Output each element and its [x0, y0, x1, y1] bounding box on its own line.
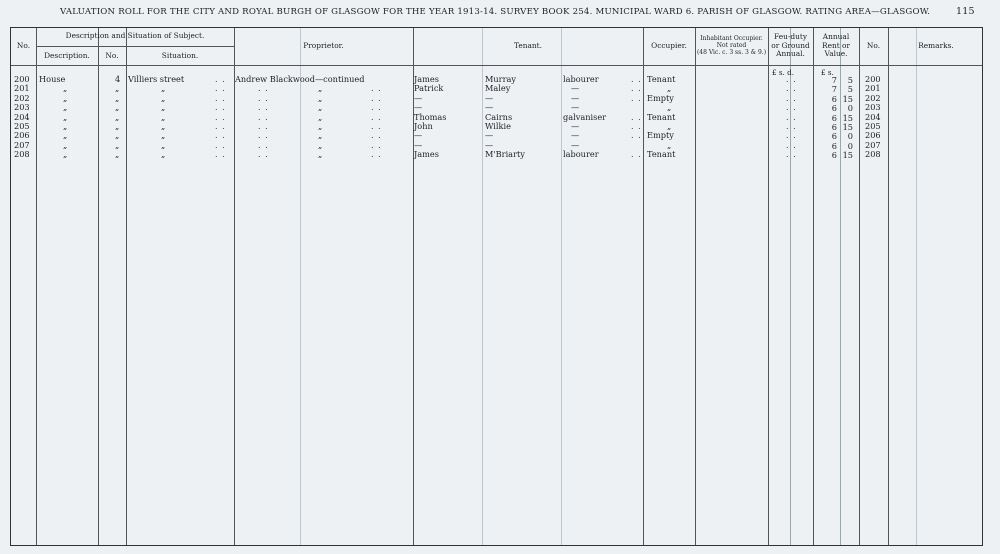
row-tenant-dots: . .: [631, 122, 642, 131]
header-bottom-rule: [11, 65, 982, 66]
header-proprietor: Proprietor.: [303, 41, 344, 50]
header-inhabitant-line-2: Not rated: [716, 42, 747, 49]
row-feu-dots: . .: [786, 140, 797, 150]
row-occupier: Tenant: [647, 149, 676, 160]
row-tenant-occupation: labourer: [563, 149, 599, 160]
row-rent-pounds: 7: [831, 75, 837, 85]
row-description: „: [63, 111, 68, 122]
row-proprietor-dots-end: . .: [371, 84, 382, 94]
row-tenant-last: M'Briarty: [485, 149, 525, 160]
rule-after-no-right: [888, 28, 889, 545]
header-no: No.: [16, 41, 31, 50]
header-description-group: Description and Situation of Subject.: [65, 31, 205, 40]
row-proprietor-dots: . .: [258, 84, 269, 94]
row-tenant-first: —: [414, 130, 423, 141]
row-proprietor-dots-end: . .: [371, 103, 382, 113]
row-rent-shillings: 0: [847, 131, 853, 142]
row-situation-dots: . .: [215, 122, 226, 131]
row-proprietor-dots: . .: [258, 112, 269, 122]
description-group-rule: [36, 46, 234, 47]
row-no: 203: [14, 102, 30, 113]
row-proprietor-dots-end: . .: [371, 150, 382, 160]
row-situation: „: [161, 83, 166, 94]
header-rent-line-3: Value.: [824, 49, 848, 59]
row-feu-dots: . .: [786, 112, 797, 122]
row-tenant-first: James: [414, 74, 439, 84]
header-situation: Situation.: [161, 51, 199, 60]
row-rent-pounds: 6: [831, 103, 837, 114]
row-tenant-occupation: —: [571, 83, 580, 94]
row-no-right: 208: [865, 149, 881, 160]
row-tenant-first: —: [414, 139, 423, 150]
row-rent-pounds: 6: [831, 93, 837, 104]
row-tenant-last: —: [485, 92, 494, 103]
row-rent-pounds: 6: [831, 122, 837, 132]
header-no-right: No.: [866, 41, 881, 50]
row-situation-dots: . .: [215, 93, 226, 103]
rule-after-description: [98, 28, 99, 545]
row-rent-shillings: 15: [842, 150, 853, 161]
row-no-right: 206: [865, 130, 881, 141]
row-proprietor-dots-end: . .: [371, 140, 382, 150]
header-feu-duty: [768, 33, 813, 59]
row-tenant-last: —: [485, 139, 494, 150]
row-number: „: [115, 102, 120, 113]
row-feu-dots: . .: [786, 75, 797, 84]
row-number: „: [115, 130, 120, 141]
row-no: 201: [14, 83, 30, 94]
row-rent-shillings: 15: [842, 122, 853, 132]
row-tenant-occupation: galvaniser: [563, 111, 607, 122]
row-tenant-first: James: [414, 149, 439, 160]
row-situation-dots: . .: [215, 150, 226, 160]
row-tenant-last: —: [485, 102, 494, 113]
row-description: „: [63, 121, 68, 131]
row-rent-shillings: 15: [842, 93, 853, 104]
row-occupier: „: [667, 121, 672, 131]
row-description: „: [63, 149, 68, 160]
row-tenant-last: Murray: [485, 74, 516, 84]
row-no-right: 204: [865, 111, 881, 122]
row-tenant-occupation: —: [571, 102, 580, 113]
row-no: 205: [14, 121, 30, 131]
row-proprietor-dots: . .: [258, 93, 269, 103]
row-situation-dots: . .: [215, 103, 226, 113]
row-proprietor-dots: . .: [258, 103, 269, 113]
row-proprietor: Andrew Blackwood—continued: [235, 74, 365, 84]
header-tenant: Tenant.: [514, 41, 542, 50]
row-occupier: „: [667, 139, 672, 150]
rule-after-inhabitant: [768, 28, 769, 545]
row-number: „: [115, 111, 120, 122]
row-no: 200: [14, 74, 30, 84]
row-proprietor-dots: . .: [258, 150, 269, 160]
row-proprietor-dots-end: . .: [371, 131, 382, 141]
row-number: „: [115, 149, 120, 160]
row-situation: „: [161, 92, 166, 103]
row-feu-dots: . .: [786, 150, 797, 160]
row-tenant-occupation: —: [571, 121, 580, 131]
rule-proprietor-inner: [300, 28, 301, 545]
header-remarks: Remarks.: [918, 41, 954, 50]
row-tenant-dots: . .: [631, 75, 642, 84]
header-feu-line-3: Annual.: [776, 49, 805, 59]
row-no-right: 201: [865, 83, 881, 94]
header-description: Description.: [44, 51, 90, 60]
row-situation: „: [161, 139, 166, 150]
row-no-right: 207: [865, 139, 881, 150]
row-tenant-occupation: —: [571, 130, 580, 141]
row-tenant-dots: . .: [631, 131, 642, 141]
row-no: 206: [14, 130, 30, 141]
row-rent-shillings: 5: [847, 75, 853, 85]
row-tenant-first: John: [414, 121, 433, 131]
rule-after-rent: [859, 28, 860, 545]
row-proprietor-dots: . .: [258, 140, 269, 150]
row-occupier: „: [667, 102, 672, 113]
row-number: 4: [115, 74, 121, 84]
row-proprietor-ditto: „: [318, 83, 323, 94]
row-occupier: Tenant: [647, 74, 676, 84]
row-number: „: [115, 83, 120, 94]
row-situation: „: [161, 121, 166, 131]
row-description: „: [63, 102, 68, 113]
row-situation: „: [161, 111, 166, 122]
rule-after-occupier: [695, 28, 696, 545]
header-rent-line-2: Rent or: [822, 40, 850, 50]
row-proprietor-ditto: „: [318, 92, 323, 103]
row-situation-dots: . .: [215, 131, 226, 141]
row-situation-dots: . .: [215, 84, 226, 94]
row-number: „: [115, 92, 120, 103]
row-no-right: 205: [865, 121, 881, 131]
row-tenant-occupation: labourer: [563, 74, 599, 84]
row-tenant-occupation: —: [571, 92, 580, 103]
header-occupier: Occupier.: [651, 41, 687, 50]
row-proprietor-ditto: „: [318, 130, 323, 141]
header-inhabitant-line-1: Inhabitant Occupier.: [700, 35, 763, 42]
row-situation: „: [161, 149, 166, 160]
rule-remarks-inner: [916, 28, 917, 545]
row-tenant-first: —: [414, 102, 423, 113]
row-tenant-last: Cairns: [485, 111, 513, 122]
row-occupier: Empty: [647, 130, 674, 141]
row-description: „: [63, 83, 68, 94]
row-occupier: Empty: [647, 92, 674, 103]
page-number: 115: [956, 6, 975, 17]
rent-units: £ s.: [821, 68, 834, 77]
row-proprietor-dots-end: . .: [371, 112, 382, 122]
header-rent-line-1: Annual: [822, 32, 850, 41]
row-proprietor-ditto: „: [318, 139, 323, 150]
row-rent-pounds: 6: [831, 140, 837, 151]
rule-after-situation: [234, 28, 235, 545]
row-proprietor-dots: . .: [258, 122, 269, 131]
row-tenant-last: Maley: [485, 83, 511, 94]
row-proprietor-dots-end: . .: [371, 93, 382, 103]
rule-after-tenant: [643, 28, 644, 545]
row-rent-shillings: 0: [847, 140, 853, 151]
rule-after-number: [126, 28, 127, 545]
row-no: 202: [14, 92, 30, 103]
row-no: 208: [14, 149, 30, 160]
rule-after-feu: [813, 28, 814, 545]
row-tenant-last: —: [485, 130, 494, 141]
row-description: „: [63, 92, 68, 103]
row-situation: Villiers street: [128, 74, 185, 84]
row-situation-dots: . .: [215, 140, 226, 150]
row-no-right: 202: [865, 92, 881, 103]
row-tenant-occupation: —: [571, 139, 580, 150]
row-rent-pounds: 6: [831, 150, 837, 161]
running-head: [0, 5, 1000, 21]
rule-after-no: [36, 28, 37, 545]
row-tenant-first: —: [414, 92, 423, 103]
row-tenant-first: Thomas: [414, 111, 447, 122]
roll-table: [10, 27, 983, 546]
row-occupier: Tenant: [647, 111, 676, 122]
row-proprietor-ditto: „: [318, 111, 323, 122]
row-tenant-dots: . .: [631, 150, 642, 160]
row-situation: „: [161, 130, 166, 141]
row-proprietor-ditto: „: [318, 102, 323, 113]
row-feu-dots: . .: [786, 93, 797, 103]
row-tenant-dots: . .: [631, 112, 642, 122]
row-feu-dots: . .: [786, 84, 797, 94]
row-tenant-dots: . .: [631, 84, 642, 94]
header-annual-rent: [813, 33, 859, 59]
row-no-right: 200: [865, 74, 881, 84]
row-situation-dots: . .: [215, 75, 226, 84]
row-proprietor-dots-end: . .: [371, 122, 382, 131]
row-occupier: „: [667, 83, 672, 94]
row-rent-shillings: 5: [847, 84, 853, 95]
header-feu-line-1: Feu-duty: [774, 32, 807, 41]
row-number: „: [115, 139, 120, 150]
row-rent-shillings: 15: [842, 112, 853, 123]
row-proprietor-ditto: „: [318, 121, 323, 131]
row-tenant-first: Patrick: [414, 83, 444, 94]
header-number: No.: [105, 51, 119, 60]
row-rent-shillings: 0: [847, 103, 853, 114]
row-rent-pounds: 6: [831, 131, 837, 142]
row-number: „: [115, 121, 120, 131]
row-no: 204: [14, 111, 30, 122]
row-description: House: [39, 74, 66, 84]
rule-tenant-inner-2: [561, 28, 562, 545]
row-proprietor-dots: . .: [258, 131, 269, 141]
row-feu-dots: . .: [786, 131, 797, 141]
row-description: „: [63, 130, 68, 141]
row-proprietor-ditto: „: [318, 149, 323, 160]
row-rent-pounds: 6: [831, 112, 837, 123]
header-inhabitant-line-3: (48 Vic. c. 3 ss. 3 & 9.): [696, 49, 767, 56]
row-no-right: 203: [865, 102, 881, 113]
rule-tenant-inner-1: [482, 28, 483, 545]
row-tenant-last: Wilkie: [485, 121, 511, 131]
row-description: „: [63, 139, 68, 150]
row-situation: „: [161, 102, 166, 113]
header-feu-line-2: or Ground: [771, 40, 810, 50]
row-no: 207: [14, 139, 30, 150]
row-feu-dots: . .: [786, 103, 797, 113]
row-feu-dots: . .: [786, 122, 797, 131]
row-tenant-dots: . .: [631, 93, 642, 103]
row-situation-dots: . .: [215, 112, 226, 122]
header-inhabitant-occupier: [695, 35, 768, 56]
feu-units: £ s. d.: [772, 68, 795, 77]
row-rent-pounds: 7: [831, 84, 837, 95]
running-head-title: VALUATION ROLL FOR THE CITY AND ROYAL BURGH OF GLASGOW FOR THE YEAR 1913-14. SURVEY BOOK 254. MUNICIPAL WARD 6. PARISH OF GLASGOW. RATING AREA—GLASGOW.: [60, 7, 931, 17]
